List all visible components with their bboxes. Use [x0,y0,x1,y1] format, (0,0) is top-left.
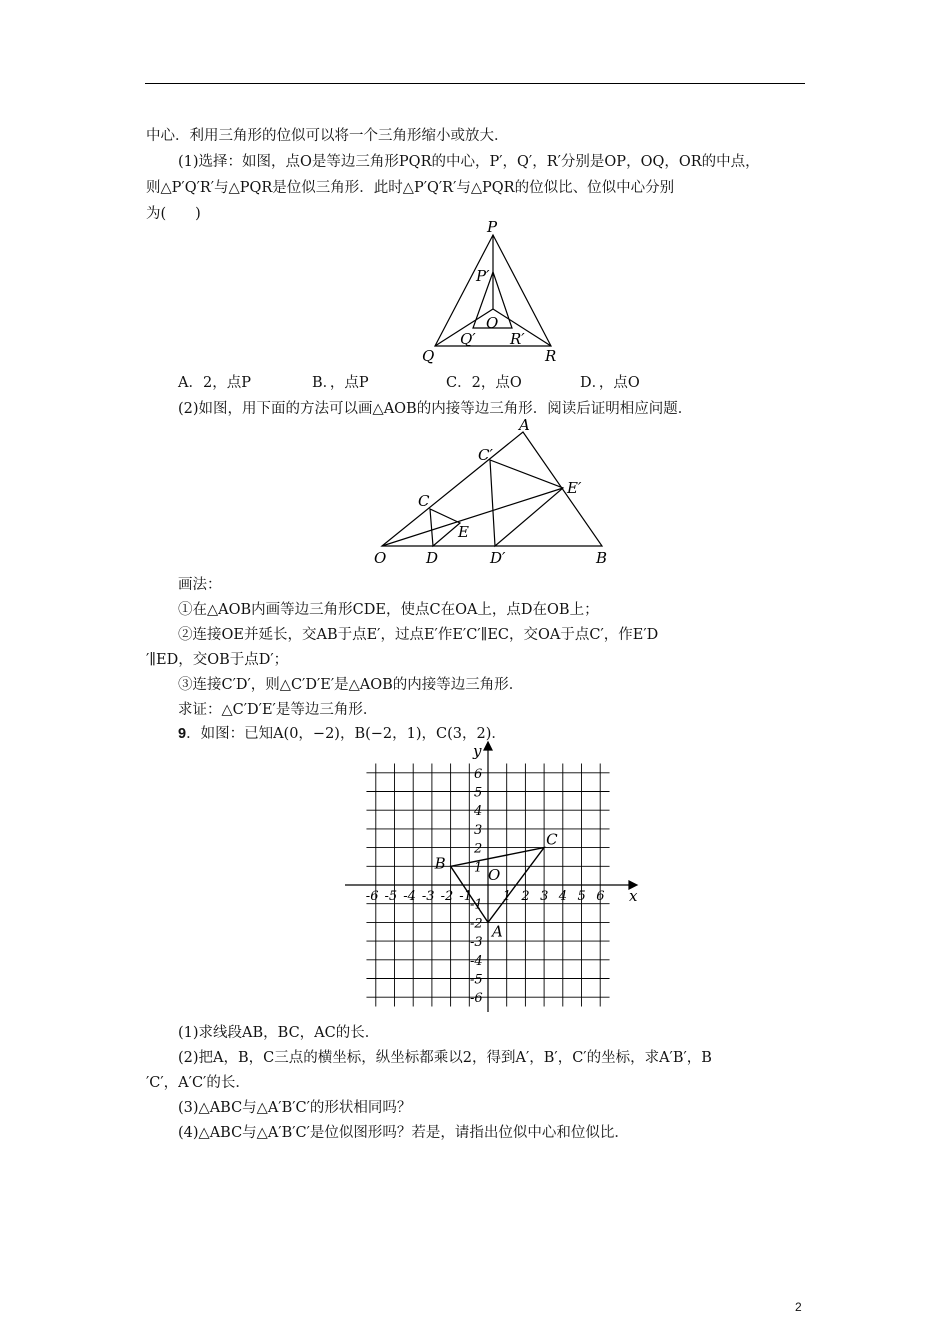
x-tick-label: -5 [384,889,398,904]
answer-options [178,373,640,393]
option-D[interactable]: D．，点O [580,375,640,391]
question-9-number: 9 [178,726,187,742]
y-tick-label: 1 [474,860,483,876]
label-R-prime: R′ [510,330,525,348]
y-tick-label: 2 [474,841,483,857]
x-tick-label: 1 [502,889,511,904]
figure-inscribed-equilateral-triangle [370,418,620,570]
x-tick-label: -1 [459,889,472,904]
method-step-2-cont: ′∥ED，交OB于点D′； [146,652,289,668]
y-tick-label: -5 [470,972,483,988]
y-axis-arrow-icon [484,742,492,750]
x-tick-label: 6 [596,889,605,904]
question-1-blank: 为( ) [146,206,201,222]
x-tick-label: 4 [558,889,568,904]
label-Q: Q [422,347,435,365]
label-B: B [596,549,608,567]
question-9-text: ．如图：已知A(0，−2)，B(−2，1)，C(3，2)． [186,726,506,742]
method-step-1: ①在△AOB内画等边三角形CDE，使点C在OA上，点D在OB上； [178,602,599,618]
method-heading: 画法： [178,577,222,593]
label-C: C [418,492,430,510]
method-step-2: ②连接OE并延长，交AB于点E′，过点E′作E′C′∥EC，交OA于点C′，作E′D [178,627,659,643]
label-E: E [458,523,469,541]
option-A[interactable]: A．2，点P [178,375,251,391]
origin-label: O [488,866,501,884]
label-C-prime: C′ [478,446,493,464]
question-9-part-3: (3)△ABC与△A′B′C′的形状相同吗？ [178,1100,412,1116]
method-step-3: ③连接C′D′，则△C′D′E′是△AOB的内接等边三角形． [178,677,524,693]
y-tick-label: 4 [474,804,483,820]
point-label-A: A [492,922,503,941]
question-1-text: (1)选择：如图，点O是等边三角形PQR的中心，P′，Q′，R′分别是OP，OQ，OR的中点， [178,154,760,170]
question-2-text: (2)如图，用下面的方法可以画△AOB的内接等边三角形．阅读后证明相应问题． [178,401,693,417]
label-R: R [545,347,557,365]
label-P-prime: P′ [476,267,490,285]
y-tick-label: 5 [474,785,483,801]
label-P: P [487,218,498,236]
question-1-text-cont: 则△P′Q′R′与△PQR是位似三角形．此时△P′Q′R′与△PQR的位似比、位似中心分别 [146,180,675,196]
x-tick-label: 3 [540,889,549,904]
figure-equilateral-triangle-pqr [410,218,570,368]
y-tick-label: -2 [470,916,483,932]
y-tick-label: -1 [470,897,483,913]
proof-prompt: 求证：△C′D′E′是等边三角形． [178,702,378,718]
label-O: O [486,314,499,332]
question-9-part-2-cont: ′C′，A′C′的长． [146,1075,250,1091]
label-E-prime: E′ [567,479,582,497]
y-tick-label: -6 [470,991,483,1007]
text-line: 中心．利用三角形的位似可以将一个三角形缩小或放大． [146,128,509,144]
label-D-prime: D′ [490,549,506,567]
y-tick-label: 6 [474,766,483,782]
x-tick-label: 2 [521,889,530,904]
label-O: O [374,549,387,567]
y-tick-label: 3 [474,822,483,838]
x-tick-label: -6 [365,889,379,904]
x-tick-label: 5 [577,889,586,904]
label-D: D [426,549,439,567]
y-tick-label: -3 [470,935,483,951]
x-tick-label: -3 [421,889,435,904]
question-9-part-4: (4)△ABC与△A′B′C′是位似图形吗？若是，请指出位似中心和位似比． [178,1125,629,1141]
y-axis-label: y [473,742,482,760]
x-tick-label: -4 [403,889,416,904]
label-Q-prime: Q′ [460,330,476,348]
page-number: 2 [795,1300,802,1314]
option-B[interactable]: B．，点P [312,375,369,391]
figure-coordinate-grid [340,740,640,1015]
x-tick-label: -2 [440,889,454,904]
point-label-C: C [546,830,558,849]
x-axis-label: x [629,887,638,905]
y-tick-label: -4 [470,953,483,969]
point-label-B: B [434,854,446,873]
option-C[interactable]: C．2，点O [446,375,522,391]
header-rule [145,83,805,84]
question-9-part-1: (1)求线段AB，BC，AC的长． [178,1025,380,1041]
question-9-part-2: (2)把A，B，C三点的横坐标，纵坐标都乘以2，得到A′，B′，C′的坐标，求A′B′，B [178,1050,712,1066]
label-A: A [519,418,530,434]
